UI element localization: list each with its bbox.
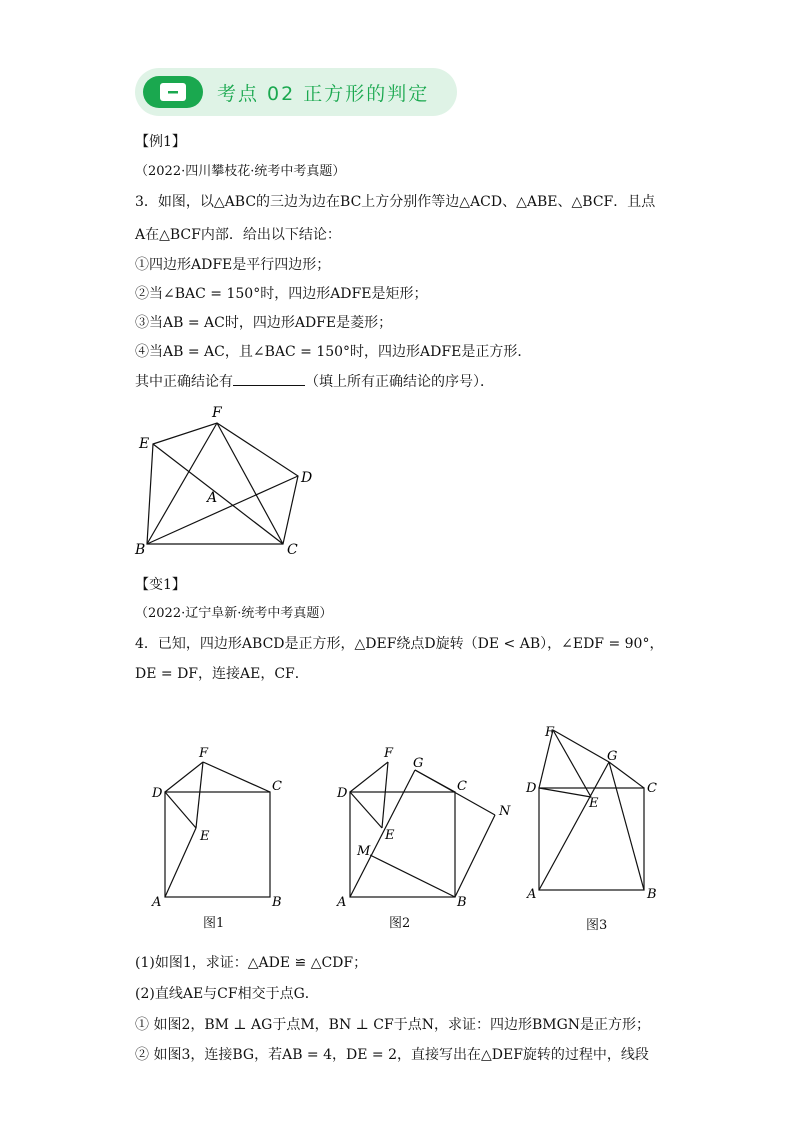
part-2: (2)直线AE与CF相交于点G． [135,986,319,1002]
part-2-2: ② 如图3，连接BG，若AB = 4，DE = 2，直接写出在△DEF旋转的过程中，线段 [135,1047,649,1063]
figure-3 [525,720,665,910]
variant-tag: 【变1】 [135,577,186,593]
answer-prompt [135,372,494,392]
answer-prompt-b: （填上所有正确结论的序号）． [305,374,494,390]
fig2-label-C: C [457,779,467,794]
fig1-label-F: F [199,746,209,761]
figure-2-caption: 图2 [389,916,411,931]
fig2-label-E: E [385,828,395,843]
fig2-label-G: G [413,756,424,771]
fig2-label-N: N [499,804,511,819]
fig1-label-E: E [200,829,210,844]
fig1-label-A: A [152,895,162,910]
example-question-line1: 3．如图，以△ABC的三边为边在BC上方分别作等边△ACD、△ABE、△BCF．且点 [135,194,656,210]
section-title: 考点 02 正方形的判定 [217,83,430,105]
example-figure [130,400,330,560]
part-2-1: ① 如图2，BM ⊥ AG于点M，BN ⊥ CF于点N，求证：四边形BMGN是正方形； [135,1017,651,1033]
conclusion-4: ④当AB = AC，且∠BAC = 150°时，四边形ADFE是正方形． [135,344,532,360]
figure-1 [150,740,290,910]
label-A: A [207,490,218,506]
fig1-label-B: B [272,895,282,910]
conclusion-3: ③当AB = AC时，四边形ADFE是菱形； [135,315,393,331]
fig2-label-M: M [357,844,371,859]
conclusion-1: ①四边形ADFE是平行四边形； [135,257,331,273]
fig3-label-B: B [647,887,657,902]
variant-source: （2022·辽宁阜新·统考中考真题） [135,606,333,621]
part-1: (1)如图1，求证：△ADE ≌ △CDF； [135,955,368,971]
label-F: F [212,405,222,421]
fig3-label-G: G [607,749,618,764]
figure-2 [335,740,520,910]
answer-prompt-a: 其中正确结论有 [135,374,233,390]
figure-3-caption: 图3 [586,918,608,933]
fig3-label-C: C [647,781,657,796]
fig2-label-A: A [337,895,347,910]
fig3-label-E: E [589,796,599,811]
label-B: B [135,542,146,558]
fig1-label-D: D [152,786,163,801]
folder-icon [143,76,203,108]
example-question-line2: A在△BCF内部．给出以下结论： [135,227,341,243]
variant-question-line2: DE = DF，连接AE，CF． [135,666,309,682]
variant-question-line1: 4．已知，四边形ABCD是正方形，△DEF绕点D旋转（DE < AB），∠EDF = 90°， [135,636,664,652]
fig1-label-C: C [272,779,282,794]
fig2-label-D: D [337,786,348,801]
figure-1-caption: 图1 [203,916,225,931]
fig3-label-A: A [527,887,537,902]
label-C: C [287,542,298,558]
fig2-label-F: F [384,746,394,761]
fig3-label-F: F [545,725,555,740]
example-tag: 【例1】 [135,134,186,150]
section-banner [135,68,457,116]
conclusion-2: ②当∠BAC = 150°时，四边形ADFE是矩形； [135,286,428,302]
label-E: E [139,436,150,452]
fig2-label-B: B [457,895,467,910]
example-source: （2022·四川攀枝花·统考中考真题） [135,164,346,179]
label-D: D [301,470,313,486]
fig3-label-D: D [526,781,537,796]
answer-blank[interactable] [233,372,305,386]
